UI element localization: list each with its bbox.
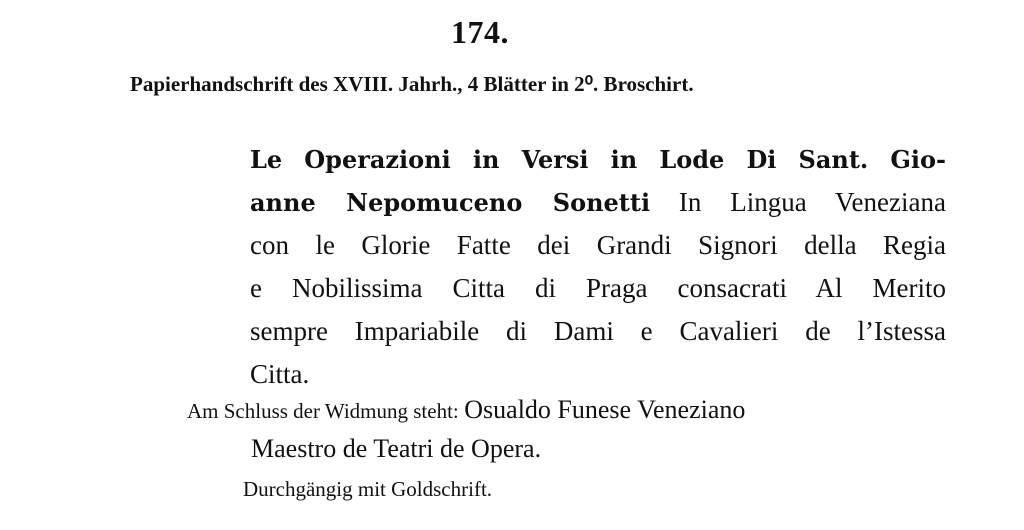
title-normal-text: Citta. <box>250 359 310 389</box>
title-line <box>250 267 946 310</box>
footer-note: Durchgängig mit Goldschrift. <box>243 477 493 501</box>
title-line <box>250 138 946 181</box>
title-line <box>250 353 946 396</box>
dedication-value: Osualdo Funese Veneziano <box>464 395 746 424</box>
dedication-continuation: Maestro de Teatri de Opera. <box>251 434 542 463</box>
title-normal-text: sempre Impariabile di Dami e Cavalieri de l’Istessa <box>250 316 946 346</box>
title-bold-text: Le Operazioni in Versi in Lode Di Sant. Gio- <box>250 145 946 174</box>
physical-description: Papierhandschrift des XVIII. Jahrh., 4 Blätter in 2⁰. Broschirt. <box>130 72 694 96</box>
dedication-label: Am Schluss der Widmung steht: <box>187 399 459 423</box>
dedication-note <box>187 391 947 467</box>
manuscript-title <box>250 138 946 396</box>
title-line <box>250 181 946 224</box>
title-normal-text: In Lingua Veneziana <box>650 187 946 217</box>
title-line <box>250 224 946 267</box>
title-line <box>250 310 946 353</box>
title-normal-text: con le Glorie Fatte dei Grandi Signori della Regia <box>250 230 946 260</box>
entry-number: 174. <box>451 14 509 50</box>
title-bold-text: anne Nepomuceno Sonetti <box>250 188 651 217</box>
title-normal-text: e Nobilissima Citta di Praga consacrati Al Merito <box>250 273 946 303</box>
